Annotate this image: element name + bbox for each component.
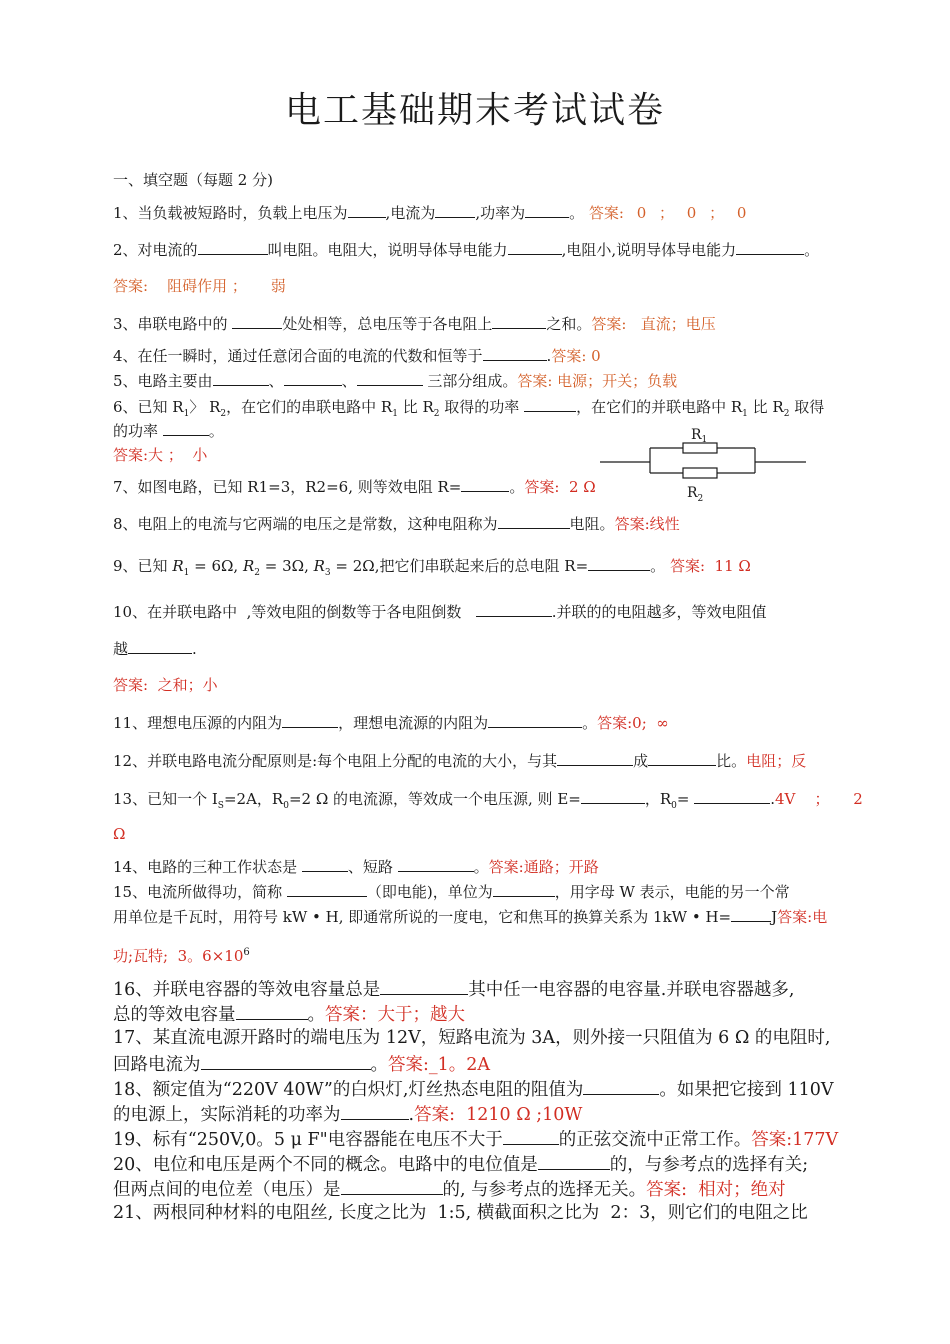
answer: 答案:电 [777, 908, 828, 926]
answer: 答案:_1。2A [388, 1055, 491, 1075]
blank[interactable] [488, 713, 582, 728]
answer: 电阻；反 [746, 752, 807, 770]
blank[interactable] [498, 514, 570, 529]
answer: 答案:通路；开路 [488, 858, 599, 876]
answer: 答案: 0 ； 0 ； 0 [588, 204, 747, 222]
r1-label: $R_1$ [691, 427, 708, 445]
question-9: 9、已知 $R_1 = 6\Omega$, $R_2 = 3\Omega$, $R_3 = 2\Omega$,把它们串联起来后的总电阻 R= 。 答案: 11 Ω [113, 557, 751, 578]
question-17: 17、某直流电源开路时的端电压为 12V，短路电流为 3A，则外接一只阻值为 6 Ω 的电阻时, [113, 1028, 831, 1048]
question-15: 15、电流所做得功，简称 （即电能)，单位为 ，用字母 W 表示，电能的另一个常 [113, 883, 790, 901]
resistor-r2 [683, 468, 717, 478]
blank[interactable] [538, 1152, 610, 1170]
question-10: 10、在并联电路中 ,等效电阻的倒数等于各电阻倒数 .并联的的电阻越多，等效电阻值 [113, 603, 767, 621]
blank[interactable] [198, 240, 268, 255]
blank[interactable] [232, 314, 282, 329]
blank[interactable] [128, 639, 192, 654]
question-5: 5、电路主要由 、 、 三部分组成。答案: 电源；开关；负载 [113, 372, 678, 390]
blank[interactable] [476, 602, 552, 617]
blank[interactable] [503, 1127, 559, 1145]
blank[interactable] [341, 1102, 409, 1120]
r2-label: $R_2$ [687, 485, 704, 504]
blank[interactable] [525, 203, 569, 218]
question-20: 20、电位和电压是两个不同的概念。电路中的电位值是 的，与参考点的选择有关; [113, 1152, 808, 1176]
question-4: 4、在任一瞬时，通过任意闭合面的电流的代数和恒等于 .答案: 0 [113, 347, 601, 365]
blank[interactable] [282, 713, 338, 728]
question-21: 21、两根同种材料的电阻丝, 长度之比为 1:5, 横截面积之比为 2：3，则它们的电阻之比 [113, 1203, 808, 1223]
question-1: 1、当负载被短路时，负载上电压为 ,电流为 ,功率为 。 答案: 0 ； 0 ； 0 [113, 204, 747, 222]
question-17-line2: 回路电流为 。答案:_1。2A [113, 1052, 490, 1076]
answer: 答案: 11 Ω [669, 557, 751, 575]
blank[interactable] [583, 1077, 659, 1095]
question-18: 18、额定值为“220V 40W”的白炽灯,灯丝热态电阻的阻值为 。如果把它接到 110V [113, 1077, 834, 1101]
answer: 答案:线性 [614, 515, 680, 533]
blank[interactable] [648, 751, 716, 766]
question-16: 16、并联电容器的等效电容量总是 其中任一电容器的电容量.并联电容器越多, [113, 977, 794, 1001]
blank[interactable] [341, 1177, 443, 1195]
blank[interactable] [508, 240, 562, 255]
blank[interactable] [731, 907, 771, 922]
blank[interactable] [348, 203, 386, 218]
parallel-circuit-diagram [598, 425, 813, 507]
answer-unit: Ω [113, 825, 126, 843]
question-16-line2: 总的等效电容量 。答案：大于；越大 [113, 1002, 465, 1026]
answer: 答案: 阻碍作用 ； 弱 [113, 277, 286, 295]
question-3: 3、串联电路中的 处处相等，总电压等于各电阻上 之和。答案: 直流；电压 [113, 315, 716, 333]
answer: 答案: 2 Ω [524, 478, 596, 496]
question-14: 14、电路的三种工作状态是 、短路 。答案:通路；开路 [113, 858, 599, 876]
blank[interactable] [236, 1002, 308, 1020]
question-15-line2: 用单位是千瓦时，用符号 kW • H, 即通常所说的一度电，它和焦耳的换算关系为 1kW • H= J答案:电 [113, 908, 828, 926]
blank[interactable] [483, 346, 547, 361]
answer: 答案: 电源；开关；负载 [517, 372, 678, 390]
question-19: 19、标有“250V,0。5 μ F"电容器能在电压不大于 的正弦交流中正常工作。答案:177V [113, 1127, 838, 1151]
blank[interactable] [201, 1052, 371, 1070]
answer: 4V ； 2 [775, 790, 863, 808]
blank[interactable] [588, 556, 650, 571]
question-20-line2: 但两点间的电位差（电压）是 的, 与参考点的选择无关。答案: 相对；绝对 [113, 1177, 786, 1201]
answer: 答案:大 ； 小 [113, 446, 208, 464]
question-12: 12、并联电路电流分配原则是:每个电阻上分配的电流的大小，与其 成 比。电阻；反 [113, 752, 807, 770]
blank[interactable] [213, 371, 269, 386]
question-7: 7、如图电路，已知 R1=3，R2=6, 则等效电阻 R= 。答案: 2 Ω [113, 478, 596, 496]
blank[interactable] [461, 477, 509, 492]
blank[interactable] [380, 977, 468, 995]
question-6-line2: 的功率 。 [113, 422, 224, 440]
answer: 答案: 之和；小 [113, 676, 218, 694]
blank[interactable] [581, 789, 645, 804]
question-10-line2: 越 . [113, 640, 197, 658]
answer-continued: 功;瓦特; 3。$6\times 10^6$ [113, 947, 250, 965]
answer: 答案: 直流；电压 [591, 315, 716, 333]
question-6: 6、已知 $R_1$〉 $R_2$，在它们的串联电路中 $R_1$ 比 $R_2$ 取得的功率 ，在它们的并联电路中 $R_1$ 比 $R_2$ 取得 [113, 398, 825, 419]
blank[interactable] [736, 240, 804, 255]
blank[interactable] [357, 371, 423, 386]
blank[interactable] [492, 314, 546, 329]
blank[interactable] [284, 371, 342, 386]
blank[interactable] [435, 203, 475, 218]
question-13: 13、已知一个 $I_S=2A$，$R_0=2$ Ω 的电流源，等效成一个电压源, 则 E= ，$R_0= .4V$ ； 2 [113, 790, 863, 811]
section-heading: 一、填空题（每题 2 分) [113, 171, 273, 189]
exam-title: 电工基础期末考试试卷 [284, 90, 665, 131]
blank[interactable] [163, 421, 209, 436]
question-11: 11、理想电压源的内阻为 ，理想电流源的内阻为 。答案:0; ∞ [113, 714, 669, 732]
resistor-r1 [683, 443, 717, 453]
answer: 答案: 相对；绝对 [646, 1180, 786, 1200]
blank[interactable] [302, 857, 348, 872]
answer: 答案:177V [751, 1130, 839, 1150]
question-8: 8、电阻上的电流与它两端的电压之是常数，这种电阻称为 电阻。答案:线性 [113, 515, 680, 533]
blank[interactable] [557, 751, 633, 766]
blank[interactable] [524, 397, 576, 412]
answer: 答案: 1210 Ω ;10W [414, 1105, 583, 1125]
answer: 答案：大于；越大 [325, 1005, 465, 1025]
blank[interactable] [398, 857, 474, 872]
answer: 答案: 0 [551, 347, 601, 365]
blank[interactable] [287, 882, 367, 897]
blank[interactable] [694, 789, 770, 804]
question-2: 2、对电流的 叫电阻。电阻大，说明导体导电能力 ,电阻小,说明导体导电能力 。 [113, 241, 820, 259]
answer: 答案:0; ∞ [597, 714, 669, 732]
blank[interactable] [493, 882, 555, 897]
question-18-line2: 的电源上，实际消耗的功率为 .答案: 1210 Ω ;10W [113, 1102, 582, 1126]
